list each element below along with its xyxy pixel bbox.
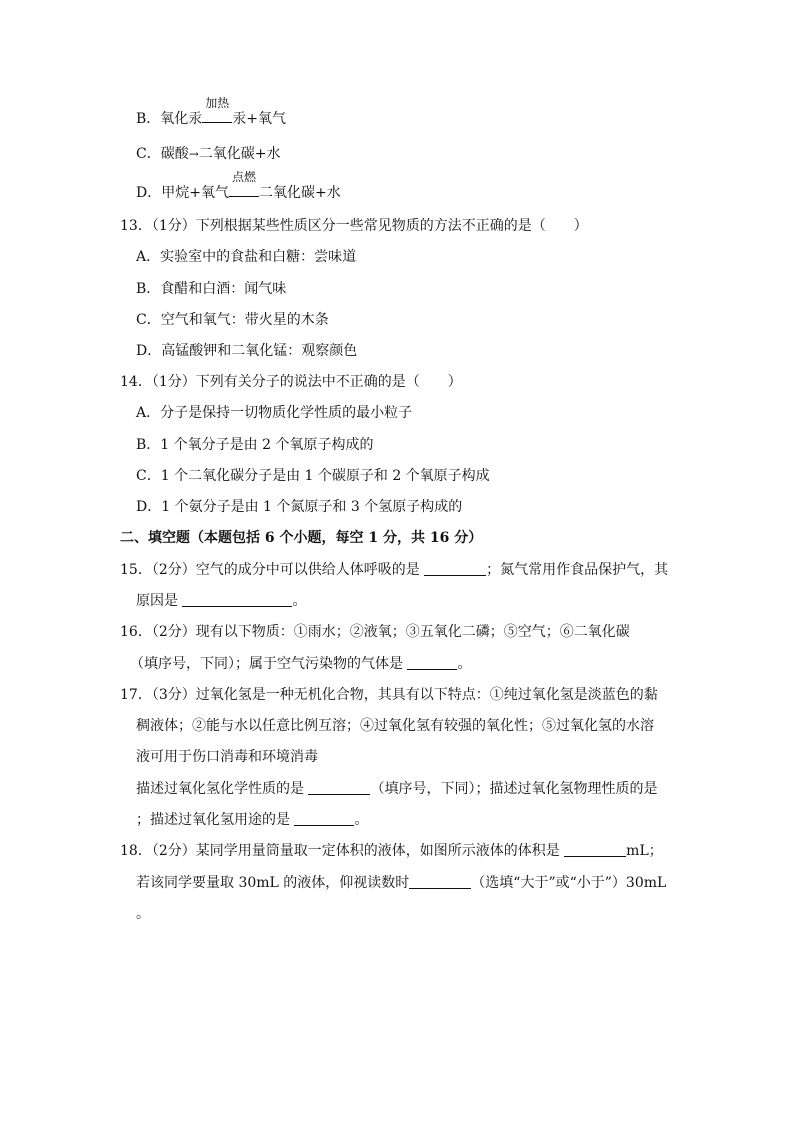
q17-line4 xyxy=(136,780,657,798)
answer-blank[interactable] xyxy=(182,592,292,607)
q17-line3: 液可用于伤口消毒和环境消毒 xyxy=(136,749,318,765)
question-text: 描述过氧化氢化学性质的是 xyxy=(136,781,309,797)
option-text: B．氧化汞 xyxy=(136,111,203,127)
q17-line1: 17．（3分）过氧化氢是一种无机化合物，其具有以下特点：①纯过氧化氢是淡蓝色的黏 xyxy=(120,687,658,703)
q17-line2: 稠液体；②能与水以任意比例互溶；④过氧化氢有较强的氧化性；⑤过氧化氢的水溶 xyxy=(136,718,654,734)
q13-option-c: C．空气和氧气：带火星的木条 xyxy=(136,312,329,328)
q13-option-d: D．高锰酸钾和二氧化锰：观察颜色 xyxy=(136,343,358,359)
reaction-condition: 点燃 xyxy=(231,170,256,184)
q15-line2 xyxy=(136,592,306,610)
answer-blank[interactable] xyxy=(308,780,370,795)
question-text: 若该同学要量取 30mL 的液体，仰视读数时 xyxy=(136,875,410,891)
q17-line5 xyxy=(136,811,368,829)
option-text: C．碳酸 xyxy=(136,146,189,162)
question-text: 18．（2分）某同学用量筒量取一定体积的液体，如图所示液体的体积是 xyxy=(120,843,565,859)
reaction-arrow xyxy=(202,96,232,128)
q14-option-c: C．1 个二氧化碳分子是由 1 个碳原子和 2 个氧原子构成 xyxy=(136,468,490,484)
q18-line1 xyxy=(120,842,663,860)
reaction-arrow xyxy=(229,170,259,202)
q13-option-b: B．食醋和白酒：闻气味 xyxy=(136,281,287,297)
question-text: ；描述过氧化氢用途的是 xyxy=(136,812,295,828)
question-text: 原因是 xyxy=(136,593,183,609)
q14-option-d: D．1 个氨分子是由 1 个氮原子和 3 个氢原子构成的 xyxy=(136,499,463,515)
q16-line2 xyxy=(130,655,471,673)
answer-blank[interactable] xyxy=(409,874,471,889)
option-text: D．甲烷+氧气 xyxy=(136,185,229,201)
q14-option-b: B．1 个氧分子是由 2 个氧原子构成的 xyxy=(136,437,374,453)
reaction-condition: 加热 xyxy=(205,96,230,110)
question-text: 。 xyxy=(457,656,472,672)
option-text-rest: 二氧化碳+水 xyxy=(198,146,281,162)
arrow-icon: → xyxy=(188,147,199,161)
answer-blank[interactable] xyxy=(564,842,626,857)
q13-stem: 13．（1分）下列根据某些性质区分一些常见物质的方法不正确的是（ ） xyxy=(120,218,588,234)
question-text: ；氮气常用作食品保护气，其 xyxy=(486,562,669,578)
answer-blank[interactable] xyxy=(424,561,486,576)
q12-option-b xyxy=(136,96,287,128)
question-text: 15．（2分）空气的成分中可以供给人体呼吸的是 xyxy=(120,562,425,578)
q14-option-a: A．分子是保持一切物质化学性质的最小粒子 xyxy=(136,405,413,421)
q14-stem: 14．（1分）下列有关分子的说法中不正确的是（ ） xyxy=(120,374,462,390)
section-title: 二、填空题（本题包括 6 个小题，每空 1 分，共 16 分） xyxy=(120,530,483,546)
q18-line2 xyxy=(136,874,666,892)
question-text: （选填“大于”或“小于”）30mL xyxy=(471,875,667,891)
q12-option-d xyxy=(136,170,341,202)
question-text: 。 xyxy=(354,812,369,828)
question-text: mL； xyxy=(626,843,663,859)
question-text: （填序号，下同）；属于空气污染物的气体是 xyxy=(130,656,408,672)
answer-blank[interactable] xyxy=(407,655,457,670)
question-text: 。 xyxy=(292,593,307,609)
question-text: （填序号，下同）；描述过氧化氢物理性质的是 xyxy=(370,781,658,797)
answer-blank[interactable] xyxy=(294,811,354,826)
option-text-rest: 二氧化碳+水 xyxy=(258,185,341,201)
q13-option-a: A．实验室中的食盐和白糖：尝味道 xyxy=(136,249,357,265)
q18-line3: 。 xyxy=(136,906,150,922)
q12-option-c xyxy=(136,145,281,163)
option-text-rest: 汞+氧气 xyxy=(232,111,287,127)
q16-line1: 16．（2分）现有以下物质：①雨水；②液氧；③五氧化二磷；⑤空气；⑥二氧化碳 xyxy=(120,624,630,640)
q15-line1 xyxy=(120,561,668,579)
